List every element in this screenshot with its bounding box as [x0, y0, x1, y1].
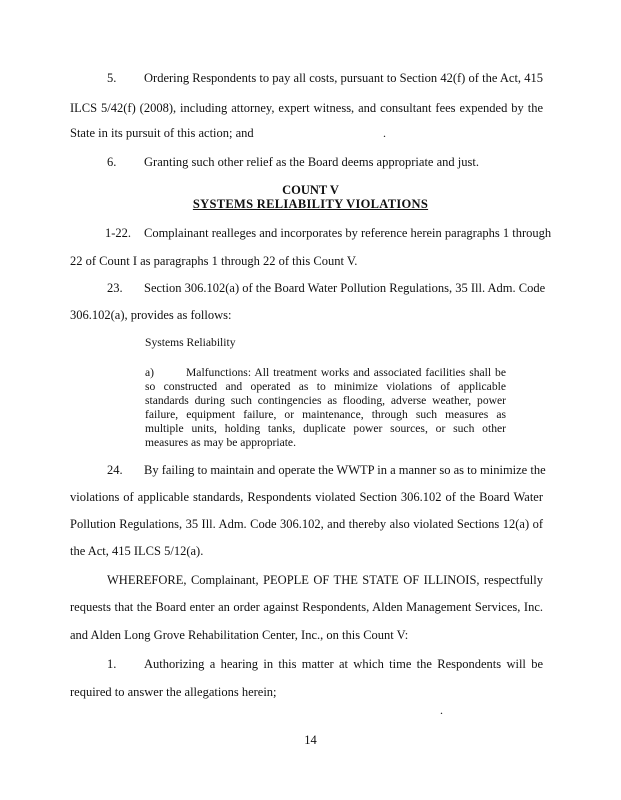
paragraph-1-22-line-2: 22 of Count I as paragraphs 1 through 22 of this Count V. [70, 254, 358, 268]
quote-line-3: standards during such contingencies as flooding, adverse weather, power [145, 394, 506, 407]
item-5-number: 5. [107, 71, 117, 85]
paragraph-23-line-2: 306.102(a), provides as follows: [70, 308, 232, 322]
paragraph-23-line-1: Section 306.102(a) of the Board Water Pollution Regulations, 35 Ill. Adm. Code [144, 281, 546, 295]
paragraph-23-number: 23. [107, 281, 123, 295]
quote-heading: Systems Reliability [145, 336, 236, 349]
paragraph-1-22-line-1: Complainant realleges and incorporates by reference herein paragraphs 1 through [144, 226, 552, 240]
wherefore-line-1: WHEREFORE, Complainant, PEOPLE OF THE STATE OF ILLINOIS, respectfully [107, 573, 543, 587]
item-6-number: 6. [107, 155, 117, 169]
paragraph-1-22-number: 1-22. [105, 226, 132, 240]
count-title: COUNT V [282, 183, 339, 197]
quote-line-1: Malfunctions: All treatment works and associated facilities shall be [186, 366, 506, 379]
quote-line-2: so constructed and operated as to minimize violations of applicable [145, 380, 506, 393]
paragraph-24-line-1: By failing to maintain and operate the WWTP in a manner so as to minimize the [144, 463, 546, 477]
wherefore-line-3: and Alden Long Grove Rehabilitation Center, Inc., on this Count V: [70, 628, 409, 642]
item-5-line-3: State in its pursuit of this action; and [70, 126, 254, 140]
item-1-line-2: required to answer the allegations herein; [70, 685, 277, 699]
item-5-line-2: ILCS 5/42(f) (2008), including attorney, expert witness, and consultant fees expended by the [70, 101, 543, 115]
quote-line-6: measures as may be appropriate. [145, 436, 296, 449]
item-1-line-1: Authorizing a hearing in this matter at which time the Respondents will be [144, 657, 543, 671]
item-5-stray-mark: . [383, 126, 386, 140]
item-1-number: 1. [107, 657, 117, 671]
count-subtitle: SYSTEMS RELIABILITY VIOLATIONS [192, 197, 429, 211]
item-1-stray-mark: . [440, 703, 443, 717]
wherefore-line-2: requests that the Board enter an order against Respondents, Alden Management Services, Inc. [70, 600, 543, 614]
paragraph-24-line-4: the Act, 415 ILCS 5/12(a). [70, 544, 204, 558]
quote-label: a) [145, 366, 155, 379]
paragraph-24-line-2: violations of applicable standards, Respondents violated Section 306.102 of the Board Water [70, 490, 543, 504]
page-number: 14 [304, 733, 317, 747]
quote-line-5: multiple units, holding tanks, duplicate power sources, or such other [145, 422, 506, 435]
paragraph-24-line-3: Pollution Regulations, 35 Ill. Adm. Code 306.102, and thereby also violated Sections 12(a) of [70, 517, 543, 531]
quote-line-4: failure, equipment failure, or maintenance, through such measures as [145, 408, 506, 421]
item-6-line-1: Granting such other relief as the Board deems appropriate and just. [144, 155, 479, 169]
paragraph-24-number: 24. [107, 463, 123, 477]
item-5-line-1: Ordering Respondents to pay all costs, pursuant to Section 42(f) of the Act, 415 [144, 71, 543, 85]
